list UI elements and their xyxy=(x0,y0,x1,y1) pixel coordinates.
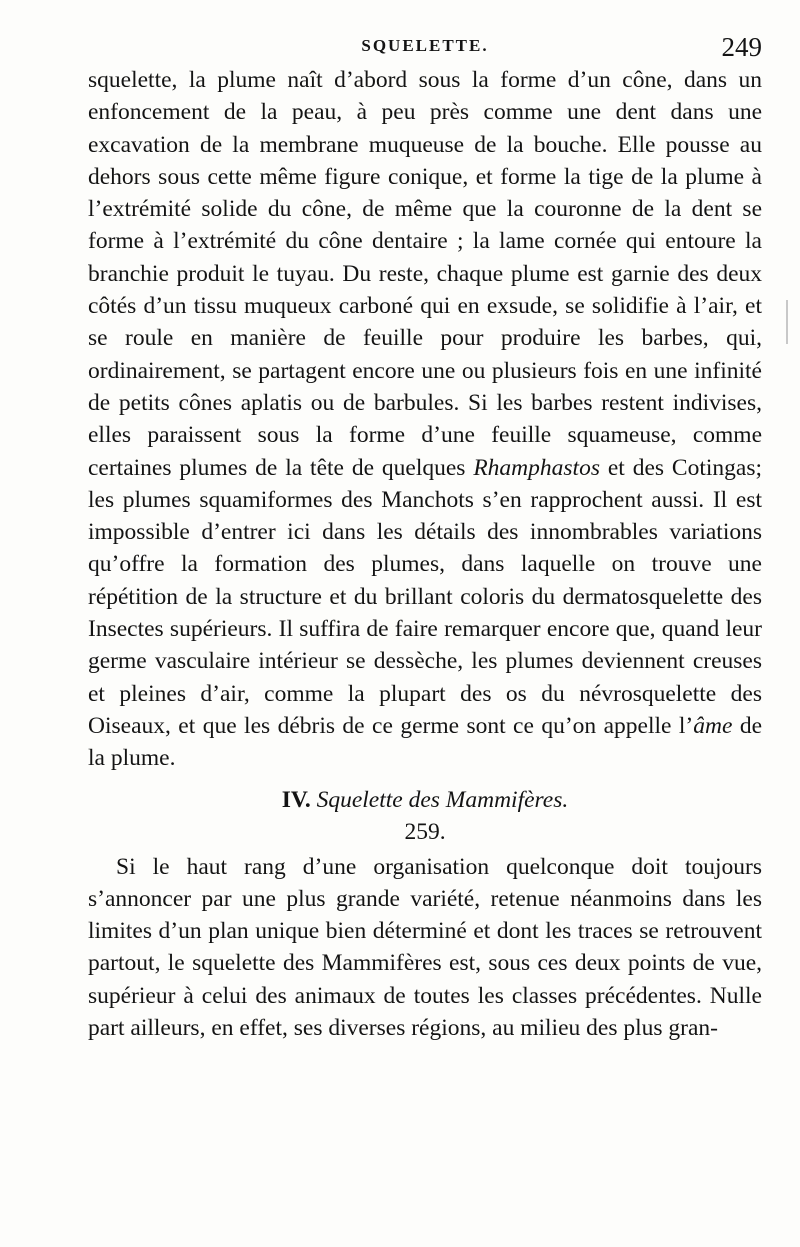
paragraph-mammiferes: Si le haut rang d’une organisation quelconque doit toujours s’annoncer par une plus grande variété, retenue néanmoins dans les limites d’un plan unique bien déterminé et dont les traces se retrouvent partout, le squelette des Mammifères est, sous ces deux points de vue, supérieur à celui des animaux de toutes les classes précédentes. Nulle part ailleurs, en effet, ses diverses régions, au milieu des plus gran- xyxy=(88,853,762,1042)
paragraph-plumes-part3: de la plume. xyxy=(88,712,762,772)
article-number: 259. xyxy=(404,818,446,845)
body-text xyxy=(88,64,762,1044)
genus-name-rhamphastos: Rhamphastos xyxy=(473,454,600,481)
section-title: Squelette des Mammifères. xyxy=(316,786,569,813)
paragraph-plumes-part1: squelette, la plume naît d’abord sous la forme d’un cône, dans un enfoncement de la peau, à peu près comme une dent dans une excavation de la membrane muqueuse de la bouche. Elle pousse au dehors sous cette même figure conique, et forme la tige de la plume à l’extrémité solide du cône, de même que la couronne de la dent se forme à l’extrémité du cône dentaire ; la lame cornée qui entoure la branchie produit le tuyau. Du reste, chaque plume est garnie des deux côtés d’un tissu muqueux carboné qui en exsude, se solidifie à l’air, et se roule en manière de feuille pour produire les barbes, qui, ordinairement, se partagent encore une ou plusieurs fois en une infinité de petits cônes aplatis ou de barbules. Si les barbes restent indivises, elles paraissent sous la forme d’une feuille squameuse, comme certaines plumes de la tête de quelques xyxy=(88,67,762,481)
page-number: 249 xyxy=(721,32,762,62)
paragraph-plumes-part2: et des Cotingas; les plumes squamiformes des Manchots s’en rapprochent aussi. Il est impossible d’entrer ici dans les détails des innombrables variations qu’offre la formation des plumes, dans laquelle on trouve une répétition de la structure et du brillant coloris du dermatosquelette des Insectes supérieurs. Il suffira de faire remarquer encore que, quand leur germe vasculaire intérieur se dessèche, les plumes deviennent creuses et pleines d’air, comme la plupart des os du névrosquelette des Oiseaux, et que les débris de ce germe sont ce qu’on appelle l’ xyxy=(88,454,762,739)
paragraph-plumes xyxy=(88,64,762,775)
section-heading xyxy=(88,785,762,815)
section-numeral: IV. xyxy=(281,786,311,813)
term-ame: âme xyxy=(693,712,733,739)
page-header xyxy=(88,30,762,66)
running-head: SQUELETTE. xyxy=(361,36,489,55)
scan-margin-mark xyxy=(786,300,788,344)
